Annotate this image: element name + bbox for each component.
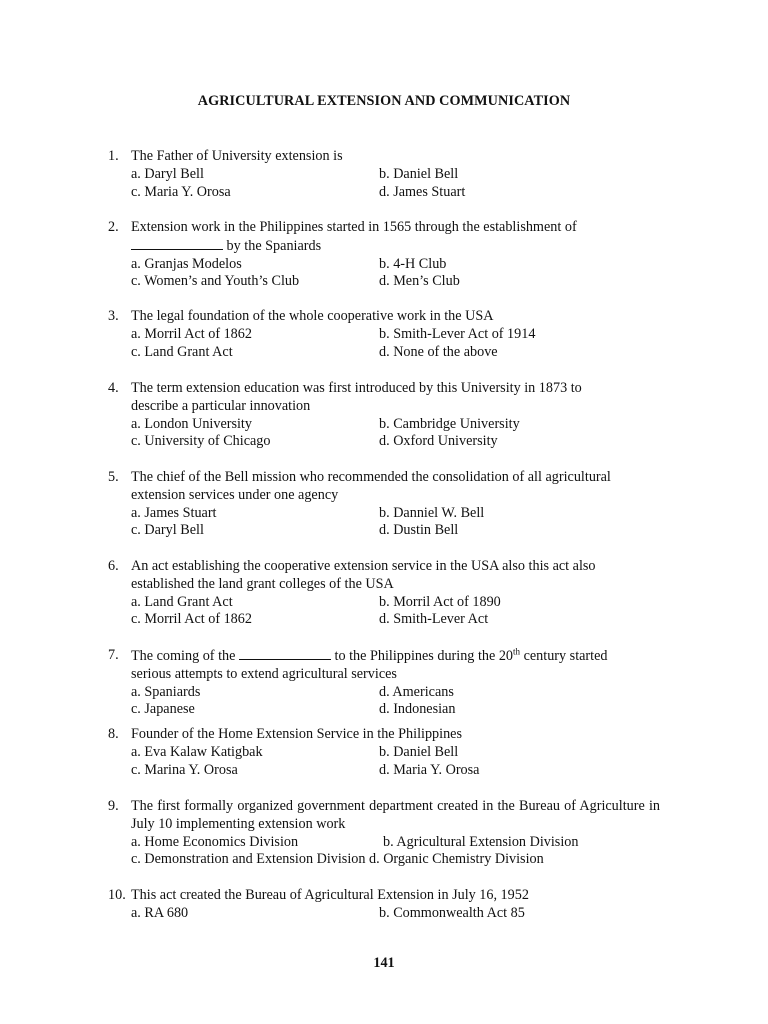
question-text: An act establishing the cooperative extension service in the USA also this act also [131, 558, 596, 574]
question-number: 8. [108, 726, 119, 742]
option-c: c. Marina Y. Orosa [131, 761, 238, 778]
option-d: d. None of the above [379, 343, 498, 360]
option-b: b. 4-H Club [379, 255, 447, 272]
options-row [131, 744, 660, 762]
option-b: b. Daniel Bell [379, 165, 459, 182]
option-d: d. Oxford University [379, 433, 498, 450]
option-d: d. James Stuart [379, 183, 466, 200]
options-row [131, 416, 660, 434]
question-1 [108, 148, 660, 201]
question-text: Founder of the Home Extension Service in the Philippines [131, 726, 462, 742]
question-text: The coming of the to the Philippines during the 20th century started [131, 646, 608, 664]
question-text: The term extension education was first introduced by this University in 1873 to [131, 380, 582, 396]
options-row [131, 762, 660, 780]
question-5 [108, 469, 660, 540]
question-7 [108, 647, 660, 719]
options-row [131, 905, 660, 923]
option-c: c. Japanese [131, 701, 195, 718]
option-c: c. Land Grant Act [131, 343, 233, 360]
option-d: d. Maria Y. Orosa [379, 761, 480, 778]
options-row [131, 344, 660, 362]
page-number: 141 [373, 955, 395, 971]
options-row [131, 256, 660, 274]
option-b: b. Daniel Bell [379, 743, 459, 760]
question-text: The first formally organized government department created in the Bureau of Agriculture in July 10 implementing extension work [131, 798, 660, 832]
question-number: 4. [108, 380, 119, 396]
option-d: d. Dustin Bell [379, 522, 459, 539]
option-a: a. Home Economics Division [131, 833, 299, 850]
question-9 [108, 798, 660, 869]
question-text-line-2: by the Spaniards [131, 237, 660, 256]
option-c-and-d: c. Demonstration and Extension Division d. Organic Chemistry Division [131, 851, 544, 868]
option-a: a. Morril Act of 1862 [131, 325, 252, 342]
question-10 [108, 887, 660, 923]
options-row [131, 851, 660, 869]
options-row [131, 166, 660, 184]
question-text-line-2: established the land grant colleges of the USA [131, 575, 394, 592]
options-row [131, 834, 660, 852]
question-8 [108, 726, 660, 779]
option-b: b. Danniel W. Bell [379, 504, 485, 521]
option-b: b. Smith-Lever Act of 1914 [379, 325, 536, 342]
answer-blank [239, 647, 331, 660]
options-row [131, 326, 660, 344]
question-number: 6. [108, 558, 119, 574]
option-b: b. Morril Act of 1890 [379, 593, 501, 610]
option-a: a. Eva Kalaw Katigbak [131, 743, 263, 760]
option-c: c. University of Chicago [131, 433, 271, 450]
option-b: d. Americans [379, 683, 454, 700]
option-a: a. Daryl Bell [131, 165, 204, 182]
question-text-line-2: describe a particular innovation [131, 397, 311, 414]
question-text: The legal foundation of the whole cooperative work in the USA [131, 308, 494, 324]
option-b: b. Cambridge University [379, 415, 520, 432]
options-row [131, 505, 660, 523]
question-number: 7. [108, 647, 119, 663]
question-4 [108, 380, 660, 451]
option-a: a. James Stuart [131, 504, 217, 521]
question-text-line-2: extension services under one agency [131, 486, 339, 503]
option-b: b. Commonwealth Act 85 [379, 904, 525, 921]
option-c: c. Women’s and Youth’s Club [131, 273, 300, 290]
options-row [131, 684, 660, 702]
question-number: 3. [108, 308, 119, 324]
question-number: 2. [108, 219, 119, 235]
question-6 [108, 558, 660, 629]
question-text: The chief of the Bell mission who recommended the consolidation of all agricultural [131, 469, 611, 485]
question-3 [108, 308, 660, 361]
options-row [131, 433, 660, 451]
options-row [131, 594, 660, 612]
question-number: 1. [108, 148, 119, 164]
options-row [131, 701, 660, 719]
option-a: a. Granjas Modelos [131, 255, 242, 272]
option-c: c. Maria Y. Orosa [131, 183, 231, 200]
answer-blank [131, 237, 223, 250]
option-b: b. Agricultural Extension Division [383, 833, 579, 850]
page-title: AGRICULTURAL EXTENSION AND COMMUNICATION [197, 93, 571, 109]
option-d: d. Men’s Club [379, 273, 460, 290]
option-d: d. Indonesian [379, 701, 456, 718]
question-2 [108, 219, 660, 291]
options-row [131, 273, 660, 291]
option-a: a. RA 680 [131, 904, 189, 921]
options-row [131, 611, 660, 629]
question-text: Extension work in the Philippines started in 1565 through the establishment of [131, 219, 577, 235]
option-c: c. Daryl Bell [131, 522, 204, 539]
question-text: This act created the Bureau of Agricultural Extension in July 16, 1952 [131, 887, 529, 903]
options-row [131, 522, 660, 540]
question-number: 5. [108, 469, 119, 485]
option-a: a. London University [131, 415, 252, 432]
option-c: c. Morril Act of 1862 [131, 611, 252, 628]
option-a: a. Spaniards [131, 683, 201, 700]
question-text-line-2: serious attempts to extend agricultural services [131, 665, 397, 682]
question-number: 9. [108, 798, 119, 814]
option-d: d. Smith-Lever Act [379, 611, 489, 628]
option-a: a. Land Grant Act [131, 593, 233, 610]
question-number: 10. [108, 887, 126, 903]
question-text: The Father of University extension is [131, 148, 343, 164]
options-row [131, 184, 660, 202]
